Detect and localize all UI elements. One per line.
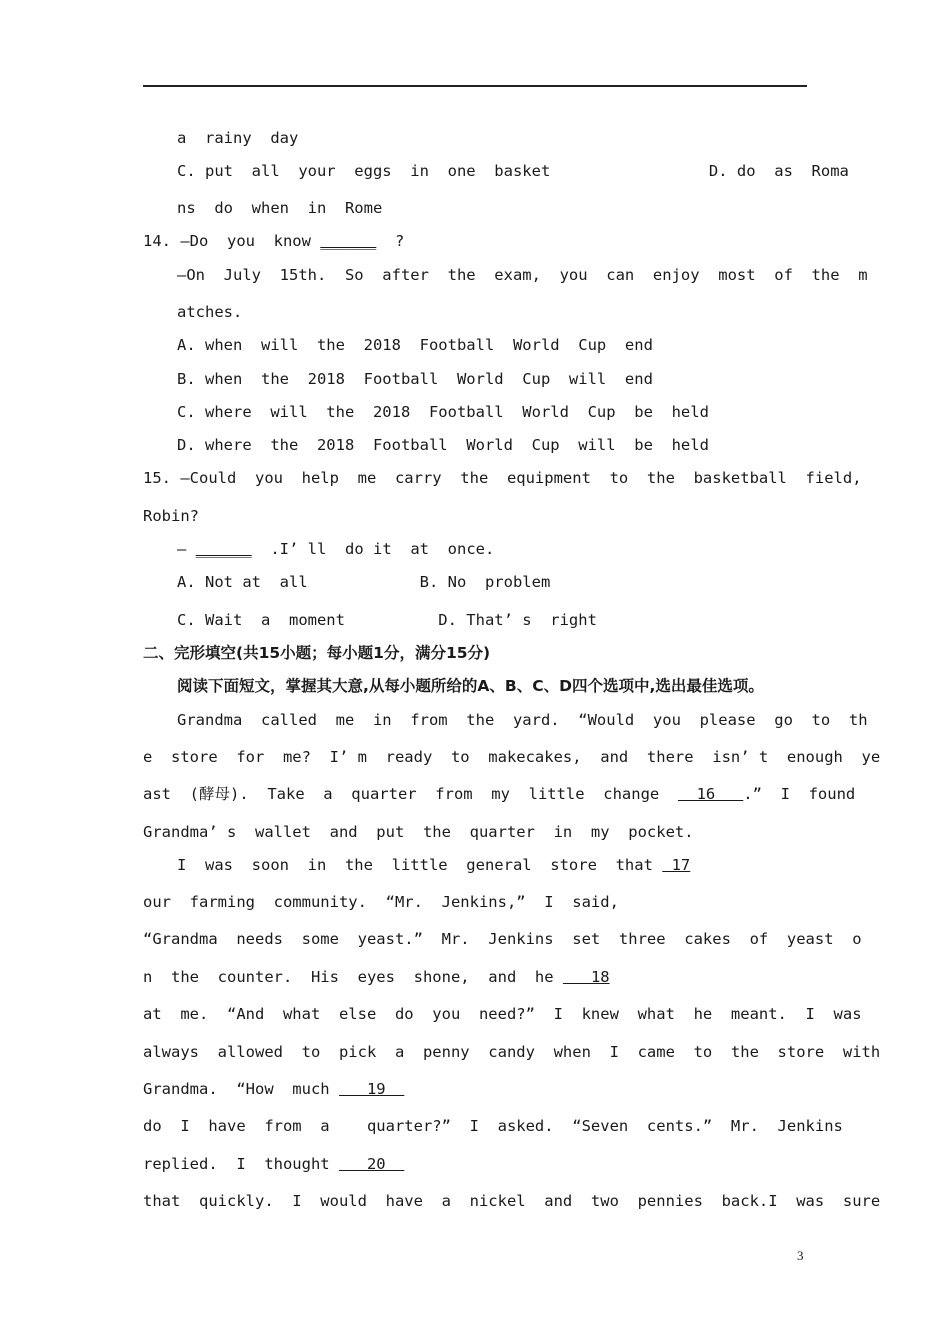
text-line: [177, 539, 494, 559]
blank-20: 20: [338, 1155, 405, 1173]
text-line: that quickly. I would have a nickel and two pennies back.I was sure: [143, 1192, 881, 1210]
question-15: 15. —Could you help me carry the equipment to the basketball field,: [143, 469, 862, 487]
page-number: 3: [797, 1248, 804, 1263]
text-line: e store for me? I’ m ready to makecakes, and there isn’ t enough ye: [143, 748, 881, 766]
option-line: A. Not at all B. No problem: [177, 573, 551, 591]
text-line: do I have from a quarter?” I asked. “Seven cents.” Mr. Jenkins: [143, 1117, 843, 1135]
section-instructions: 阅读下面短文，掌握其大意,从每小题所给的A、B、C、D四个选项中,选出最佳选项。: [177, 677, 764, 695]
text-line: “Grandma needs some yeast.” Mr. Jenkins set three cakes of yeast o: [143, 930, 862, 948]
section-heading: 二、完形填空(共15小题；每小题1分，满分15分): [143, 644, 491, 662]
text-line: [143, 967, 610, 987]
text-fragment: .” I found: [743, 785, 856, 803]
text-line: —On July 15th. So after the exam, you can enjoy most of the m: [177, 266, 868, 284]
text-line: our farming community. “Mr. Jenkins,” I said,: [143, 893, 619, 911]
option-b: B. when the 2018 Football World Cup will end: [177, 370, 653, 388]
blank-19: 19: [338, 1080, 405, 1098]
text-fragment: replied. I thought: [143, 1155, 330, 1173]
text-fragment: ast (酵母). Take a quarter from my little change: [143, 785, 660, 803]
text-fragment: n the counter. His eyes shone, and he: [143, 968, 554, 986]
option-c: C. where will the 2018 Football World Cup be held: [177, 403, 709, 421]
question-14: [143, 231, 404, 251]
option-a: A. when will the 2018 Football World Cup end: [177, 336, 653, 354]
answer-blank: ______: [195, 540, 252, 558]
blank-17: 17: [662, 856, 691, 874]
option-line: C. Wait a moment D. That’ s right: [177, 611, 597, 629]
text-line: atches.: [177, 303, 243, 321]
text-fragment: .I’ ll do it at once.: [251, 540, 495, 558]
text-line: [177, 855, 690, 875]
text-line: [143, 1154, 404, 1174]
question-stem: 14. —Do you know: [143, 232, 311, 250]
text-line: C. put all your eggs in one basket D. do as Roma: [177, 162, 849, 180]
text-line: Grandma’ s wallet and put the quarter in my pocket.: [143, 823, 694, 841]
option-d: D. where the 2018 Football World Cup will be held: [177, 436, 709, 454]
answer-blank: ______: [320, 232, 377, 250]
blank-16: 16: [677, 785, 744, 803]
text-fragment: —: [177, 540, 187, 558]
text-line: ns do when in Rome: [177, 199, 383, 217]
text-line: Robin?: [143, 507, 199, 525]
text-line: Grandma called me in from the yard. “Would you please go to th: [177, 711, 868, 729]
text-line: a rainy day: [177, 129, 299, 147]
text-fragment: Grandma. “How much: [143, 1080, 330, 1098]
text-line: [143, 784, 855, 804]
blank-18: 18: [562, 968, 610, 986]
header-rule: [143, 85, 807, 87]
text-fragment: ?: [376, 232, 405, 250]
text-fragment: I was soon in the little general store that: [177, 856, 653, 874]
text-line: [143, 1079, 404, 1099]
text-line: at me. “And what else do you need?” I knew what he meant. I was: [143, 1005, 862, 1023]
text-line: always allowed to pick a penny candy when I came to the store with: [143, 1043, 881, 1061]
